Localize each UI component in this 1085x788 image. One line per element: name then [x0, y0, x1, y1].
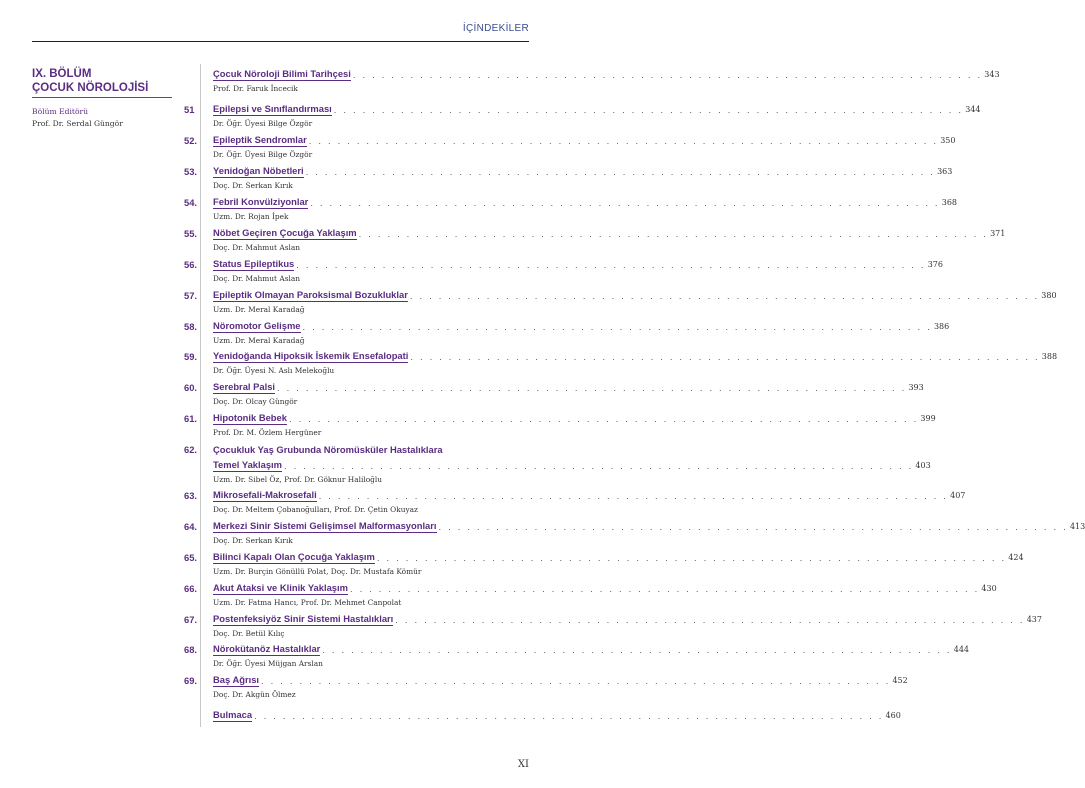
chapter-authors: Dr. Öğr. Üyesi Bilge Özgör	[213, 119, 313, 128]
chapter-authors: Prof. Dr. Faruk İncecik	[213, 84, 298, 93]
chapter-number: 60.	[184, 382, 198, 393]
page-number: 444	[953, 645, 970, 654]
chapter-title-line[interactable]	[213, 709, 901, 722]
chapter-title[interactable]: Epileptik Sendromlar	[213, 134, 307, 145]
chapter-title-line[interactable]	[213, 381, 924, 394]
chapter-title[interactable]: Postenfeksiyöz Sinir Sistemi Hastalıkları	[213, 613, 394, 624]
chapter-title[interactable]: Yenidoğan Nöbetleri	[213, 165, 304, 176]
chapter-number: 55.	[184, 228, 198, 239]
dot-leader: . . . . . . . . . . . . . . . . . . . . . . . . . . . . . . . . . . . . . . . . . . . . . . . . . . . . . . . . . . . . . . . . . .	[333, 104, 964, 115]
page-number: 386	[933, 322, 950, 331]
page-number: 403	[915, 461, 931, 470]
chapter-title[interactable]: Akut Ataksi ve Klinik Yaklaşım	[213, 582, 348, 593]
dot-leader: . . . . . . . . . . . . . . . . . . . . . . . . . . . . . . . . . . . . . . . . . . . . . . . . . . . . . . . . . . . . . . . . . .	[310, 197, 940, 208]
chapter-title-line[interactable]	[213, 196, 958, 209]
chapter-number: 69.	[184, 675, 198, 686]
chapter-title[interactable]: Status Epileptikus	[213, 258, 295, 269]
chapter-number: 67.	[184, 614, 198, 625]
page-number: 437	[1026, 615, 1042, 624]
chapter-title[interactable]: Nörokütanöz Hastalıklar	[213, 643, 321, 654]
dot-leader: . . . . . . . . . . . . . . . . . . . . . . . . . . . . . . . . . . . . . . . . . . . . . . . . . . . . . . . . . . . . . . . . . .	[296, 259, 926, 270]
chapter-authors: Dr. Öğr. Üyesi Bilge Özgör	[213, 150, 313, 159]
dot-leader: . . . . . . . . . . . . . . . . . . . . . . . . . . . . . . . . . . . . . . . . . . . . . . . . . . . . . . . . . . . . . . . . . .	[409, 290, 1040, 301]
chapter-title-line[interactable]	[213, 165, 953, 178]
chapter-title-line[interactable]	[213, 289, 1057, 302]
page-number: 452	[892, 676, 908, 685]
chapter-authors: Uzm. Dr. Meral Karadağ	[213, 336, 305, 345]
chapter-title-line[interactable]	[213, 613, 1042, 626]
chapter-title[interactable]: Yenidoğanda Hipoksik İskemik Ensefalopati	[213, 350, 409, 361]
chapter-title-line[interactable]	[213, 551, 1024, 564]
dot-leader: . . . . . . . . . . . . . . . . . . . . . . . . . . . . . . . . . . . . . . . . . . . . . . . . . . . . . . . . . . . . . . . . . .	[358, 228, 989, 239]
chapter-title[interactable]: Epileptik Olmayan Paroksismal Bozukluklar	[213, 289, 408, 300]
chapter-authors: Doç. Dr. Serkan Kırık	[213, 536, 293, 545]
chapter-title[interactable]: Nöbet Geçiren Çocuğa Yaklaşım	[213, 227, 357, 238]
chapter-title-line[interactable]	[213, 582, 997, 595]
chapter-authors: Uzm. Dr. Sibel Öz, Prof. Dr. Göknur Haliloğlu	[213, 475, 383, 484]
chapter-title-line[interactable]	[213, 103, 981, 116]
dot-leader: . . . . . . . . . . . . . . . . . . . . . . . . . . . . . . . . . . . . . . . . . . . . . . . . . . . . . . . . . . . . . . . . . .	[302, 321, 932, 332]
chapter-authors: Doç. Dr. Meltem Çobanoğulları, Prof. Dr. Çetin Okuyaz	[213, 505, 418, 514]
chapter-title[interactable]: Merkezi Sinir Sistemi Gelişimsel Malformasyonları	[213, 520, 437, 531]
chapter-title[interactable]: Hipotonik Bebek	[213, 412, 287, 423]
dot-leader: . . . . . . . . . . . . . . . . . . . . . . . . . . . . . . . . . . . . . . . . . . . . . . . . . . . . . . . . . . . . . . . . . .	[277, 382, 907, 393]
chapter-authors: Uzm. Dr. Fatma Hancı, Prof. Dr. Mehmet Canpolat	[213, 598, 402, 607]
chapter-title-line[interactable]	[213, 350, 1058, 363]
dot-leader: . . . . . . . . . . . . . . . . . . . . . . . . . . . . . . . . . . . . . . . . . . . . . . . . . . . . . . . . . . . . . . . . . .	[438, 521, 1068, 532]
dot-leader: . . . . . . . . . . . . . . . . . . . . . . . . . . . . . . . . . . . . . . . . . . . . . . . . . . . . . . . . . . . . . . . . . .	[308, 135, 939, 146]
chapter-number: 53.	[184, 166, 198, 177]
page-number: 363	[937, 167, 953, 176]
chapter-authors: Uzm. Dr. Rojan İpek	[213, 212, 289, 221]
chapter-number: 64.	[184, 521, 198, 532]
chapter-title-line[interactable]	[213, 520, 1085, 533]
chapter-title[interactable]: Nöromotor Gelişme	[213, 320, 301, 331]
chapter-authors: Doç. Dr. Serkan Kırık	[213, 181, 293, 190]
chapter-number: 65.	[184, 552, 198, 563]
chapter-number: 58.	[184, 321, 198, 332]
chapter-title-line1[interactable]: Çocukluk Yaş Grubunda Nöromüsküler Hastalıklara	[213, 444, 443, 455]
page-number: 393	[908, 383, 924, 392]
chapter-title-line[interactable]	[213, 68, 1000, 81]
chapter-title-line[interactable]	[213, 674, 908, 687]
dot-leader: . . . . . . . . . . . . . . . . . . . . . . . . . . . . . . . . . . . . . . . . . . . . . . . . . . . . . . . . . . . . . . . . . .	[352, 69, 983, 80]
chapter-number: 52.	[184, 135, 198, 146]
dot-leader: . . . . . . . . . . . . . . . . . . . . . . . . . . . . . . . . . . . . . . . . . . . . . . . . . . . . . . . . . . . . . . . . . .	[322, 644, 952, 655]
dot-leader: . . . . . . . . . . . . . . . . . . . . . . . . . . . . . . . . . . . . . . . . . . . . . . . . . . . . . . . . . . . . . . . . . .	[305, 166, 936, 177]
chapter-title[interactable]: Febril Konvülziyonlar	[213, 196, 309, 207]
chapter-title[interactable]: Baş Ağrısı	[213, 674, 260, 685]
chapter-authors: Prof. Dr. M. Özlem Hergüner	[213, 428, 322, 437]
chapter-authors: Doç. Dr. Akgün Ölmez	[213, 690, 296, 699]
chapter-title-line[interactable]	[213, 258, 943, 271]
chapter-title[interactable]: Bilinci Kapalı Olan Çocuğa Yaklaşım	[213, 551, 375, 562]
header-title: İÇİNDEKİLER	[462, 23, 529, 34]
chapter-number: 61.	[184, 413, 198, 424]
dot-leader: . . . . . . . . . . . . . . . . . . . . . . . . . . . . . . . . . . . . . . . . . . . . . . . . . . . . . . . . . . . . . . . . . .	[349, 583, 980, 594]
chapter-title[interactable]: Epilepsi ve Sınıflandırması	[213, 103, 332, 114]
chapter-title-line[interactable]	[213, 134, 956, 147]
chapter-title-line[interactable]	[213, 320, 950, 333]
dot-leader: . . . . . . . . . . . . . . . . . . . . . . . . . . . . . . . . . . . . . . . . . . . . . . . . . . . . . . . . . . . . . . . . . .	[318, 490, 949, 501]
dot-leader: . . . . . . . . . . . . . . . . . . . . . . . . . . . . . . . . . . . . . . . . . . . . . . . . . . . . . . . . . . . . . . . . . .	[410, 351, 1040, 362]
header-rule	[32, 41, 529, 42]
column-divider	[200, 64, 201, 727]
chapter-authors: Uzm. Dr. Meral Karadağ	[213, 305, 305, 314]
footer-page-number: XI	[517, 759, 529, 770]
chapter-number: 57.	[184, 290, 198, 301]
section-label: IX. BÖLÜM	[32, 68, 92, 80]
dot-leader: . . . . . . . . . . . . . . . . . . . . . . . . . . . . . . . . . . . . . . . . . . . . . . . . . . . . . . . . . . . . . . . . . .	[261, 675, 891, 686]
editor-name: Prof. Dr. Serdal Güngör	[32, 119, 123, 128]
page-number: 388	[1041, 352, 1058, 361]
chapter-title-line[interactable]	[213, 412, 936, 425]
chapter-title-line[interactable]	[213, 459, 931, 472]
editor-label: Bölüm Editörü	[32, 107, 89, 116]
chapter-title[interactable]: Serebral Palsi	[213, 381, 276, 392]
page-number: 350	[940, 136, 956, 145]
chapter-number: 51	[184, 104, 195, 115]
section-title: ÇOCUK NÖROLOJİSİ	[32, 82, 149, 94]
chapter-authors: Uzm. Dr. Burçin Gönüllü Polat, Doç. Dr. Mustafa Kömür	[213, 567, 422, 576]
chapter-number: 59.	[184, 351, 198, 362]
chapter-number: 68.	[184, 644, 198, 655]
chapter-title[interactable]: Mikrosefali-Makrosefali	[213, 489, 317, 500]
chapter-authors: Dr. Öğr. Üyesi Müjgan Arslan	[213, 659, 323, 668]
chapter-title-line[interactable]	[213, 227, 1006, 240]
page-number: 413	[1069, 522, 1085, 531]
dot-leader: . . . . . . . . . . . . . . . . . . . . . . . . . . . . . . . . . . . . . . . . . . . . . . . . . . . . . . . . . . . . . . . . . .	[376, 552, 1007, 563]
dot-leader: . . . . . . . . . . . . . . . . . . . . . . . . . . . . . . . . . . . . . . . . . . . . . . . . . . . . . . . . . . . . . . . . . .	[254, 710, 884, 721]
chapter-number: 66.	[184, 583, 198, 594]
chapter-title-line[interactable]	[213, 643, 970, 656]
dot-leader: . . . . . . . . . . . . . . . . . . . . . . . . . . . . . . . . . . . . . . . . . . . . . . . . . . . . . . . . . . . . . . . . . .	[283, 460, 914, 471]
page-number: 399	[920, 414, 936, 423]
dot-leader: . . . . . . . . . . . . . . . . . . . . . . . . . . . . . . . . . . . . . . . . . . . . . . . . . . . . . . . . . . . . . . . . . .	[288, 413, 919, 424]
chapter-title-line[interactable]	[213, 489, 966, 502]
chapter-authors: Doç. Dr. Olcay Güngör	[213, 397, 298, 406]
chapter-number: 62.	[184, 444, 198, 455]
page-number: 343	[984, 70, 1000, 79]
page-number: 407	[950, 491, 966, 500]
page-number: 344	[965, 105, 981, 114]
page-number: 380	[1041, 291, 1057, 300]
chapter-authors: Dr. Öğr. Üyesi N. Aslı Melekoğlu	[213, 366, 335, 375]
chapter-authors: Doç. Dr. Betül Kılıç	[213, 629, 285, 638]
chapter-title[interactable]: Çocuk Nöroloji Bilimi Tarihçesi	[213, 68, 351, 79]
page-number: 460	[885, 711, 901, 720]
page-number: 424	[1008, 553, 1024, 562]
chapter-number: 56.	[184, 259, 198, 270]
section-rule	[32, 97, 172, 98]
chapter-number: 63.	[184, 490, 198, 501]
chapter-title[interactable]: Temel Yaklaşım	[213, 459, 282, 470]
chapter-authors: Doç. Dr. Mahmut Aslan	[213, 274, 301, 283]
chapter-authors: Doç. Dr. Mahmut Aslan	[213, 243, 301, 252]
page-number: 371	[990, 229, 1006, 238]
chapter-number: 54.	[184, 197, 198, 208]
chapter-title[interactable]: Bulmaca	[213, 709, 253, 720]
dot-leader: . . . . . . . . . . . . . . . . . . . . . . . . . . . . . . . . . . . . . . . . . . . . . . . . . . . . . . . . . . . . . . . . . .	[395, 614, 1025, 625]
page-number: 430	[981, 584, 997, 593]
page-number: 376	[927, 260, 943, 269]
page-number: 368	[941, 198, 958, 207]
